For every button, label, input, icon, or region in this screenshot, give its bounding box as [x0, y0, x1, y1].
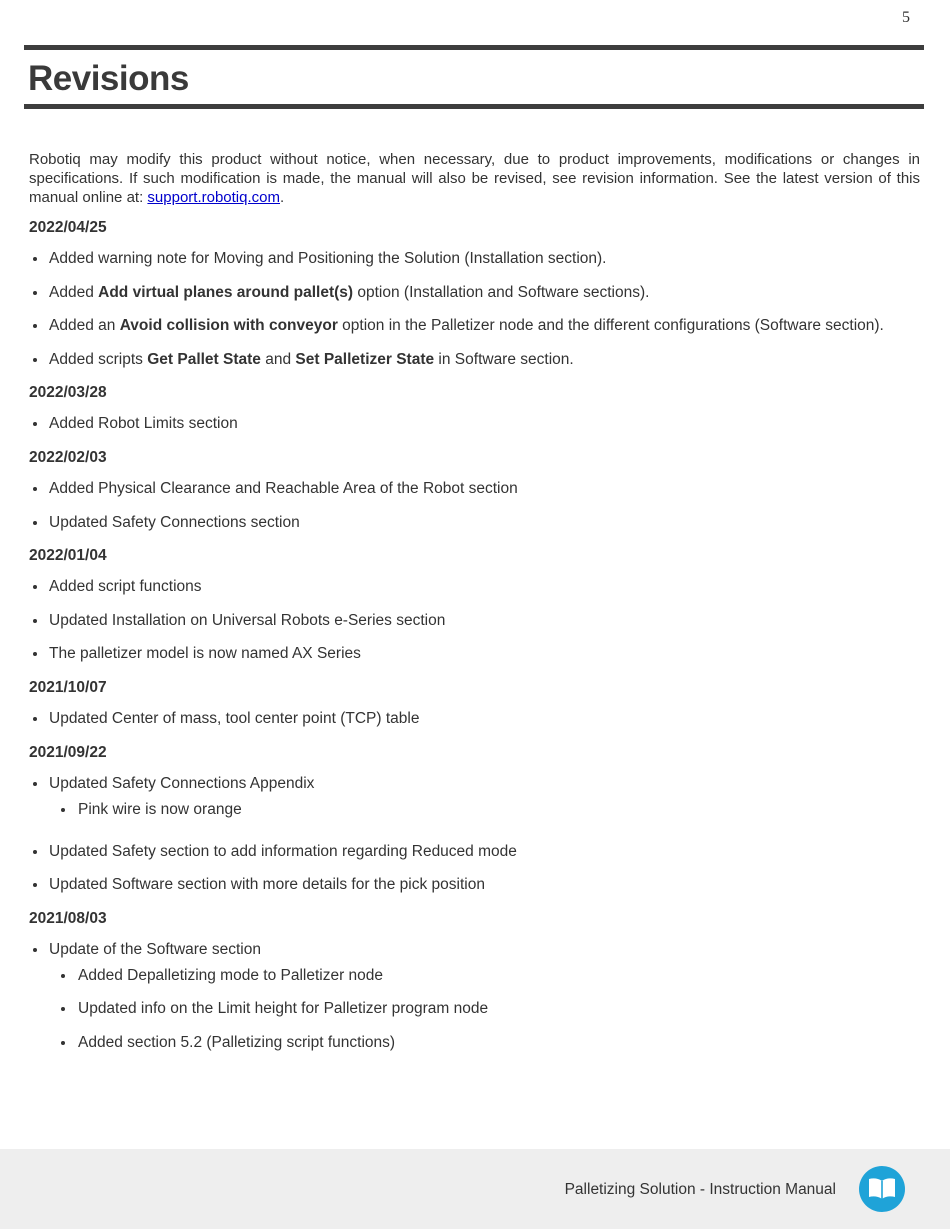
list-item: Updated Installation on Universal Robots e-Series section	[29, 611, 920, 631]
item-text: Added an	[49, 317, 120, 335]
book-icon	[859, 1166, 905, 1212]
list-item	[29, 350, 920, 370]
revision-list	[29, 414, 920, 434]
list-item: Updated Safety section to add information regarding Reduced mode	[29, 842, 920, 862]
item-text: and	[260, 350, 296, 368]
list-item	[29, 283, 920, 303]
revision-date: 2021/09/22	[29, 743, 107, 761]
list-item	[29, 316, 920, 336]
footer-title: Palletizing Solution - Instruction Manual	[564, 1181, 836, 1198]
revision-list	[29, 940, 920, 1053]
item-text: Added	[49, 283, 99, 301]
revision-date: 2021/08/03	[29, 909, 107, 927]
list-item: Updated Center of mass, tool center point (TCP) table	[29, 709, 920, 729]
list-item: The palletizer model is now named AX Series	[29, 644, 920, 664]
intro-paragraph	[29, 150, 920, 207]
book-icon-graphic	[868, 1177, 896, 1201]
sub-list	[49, 966, 920, 1053]
list-item: Added script functions	[29, 577, 920, 597]
revision-date: 2022/03/28	[29, 384, 107, 402]
item-text: Added scripts	[49, 350, 148, 368]
intro-text: Robotiq may modify this product without notice, when necessary, due to product improvements, modifications or changes in specifications. If such modification is made, the manual will also be revised, see revision information. See the latest version of this manual online at:	[29, 151, 920, 206]
list-item	[29, 940, 920, 1053]
revision-date: 2021/10/07	[29, 678, 107, 696]
list-item: Added warning note for Moving and Positioning the Solution (Installation section).	[29, 249, 920, 269]
list-item: Added Physical Clearance and Reachable Area of the Robot section	[29, 479, 920, 499]
page-title: Revisions	[28, 59, 189, 98]
sub-list-item: Updated info on the Limit height for Palletizer program node	[49, 999, 920, 1019]
revision-list	[29, 774, 920, 896]
item-text: Update of the Software section	[49, 940, 261, 958]
support-link[interactable]: support.robotiq.com	[147, 189, 280, 206]
revision-list	[29, 249, 920, 370]
sub-list-item: Added Depalletizing mode to Palletizer node	[49, 966, 920, 986]
list-item: Updated Safety Connections section	[29, 513, 920, 533]
item-bold: Set Palletizer State	[295, 350, 435, 368]
list-item	[29, 774, 920, 820]
item-text: in Software section.	[434, 350, 574, 368]
page-number: 5	[902, 9, 910, 26]
item-text: option (Installation and Software sections).	[353, 283, 650, 301]
list-item: Added Robot Limits section	[29, 414, 920, 434]
sub-list	[49, 800, 920, 820]
content	[29, 150, 920, 1075]
revision-list	[29, 709, 920, 729]
footer	[0, 1149, 950, 1229]
item-text: option in the Palletizer node and the different configurations (Software section).	[337, 317, 884, 335]
intro-end: .	[280, 189, 285, 206]
sub-list-item: Added section 5.2 (Palletizing script functions)	[49, 1033, 920, 1053]
revision-list	[29, 577, 920, 664]
revision-list	[29, 479, 920, 533]
sub-list-item: Pink wire is now orange	[49, 800, 920, 820]
revision-date: 2022/02/03	[29, 448, 107, 466]
title-block	[24, 45, 924, 109]
item-bold: Get Pallet State	[147, 350, 261, 368]
item-bold: Add virtual planes around pallet(s)	[98, 283, 354, 301]
revision-date: 2022/01/04	[29, 547, 107, 565]
list-item: Updated Software section with more details for the pick position	[29, 875, 920, 895]
revision-date: 2022/04/25	[29, 219, 107, 236]
item-bold: Avoid collision with conveyor	[119, 317, 338, 335]
item-text: Updated Safety Connections Appendix	[49, 774, 315, 792]
